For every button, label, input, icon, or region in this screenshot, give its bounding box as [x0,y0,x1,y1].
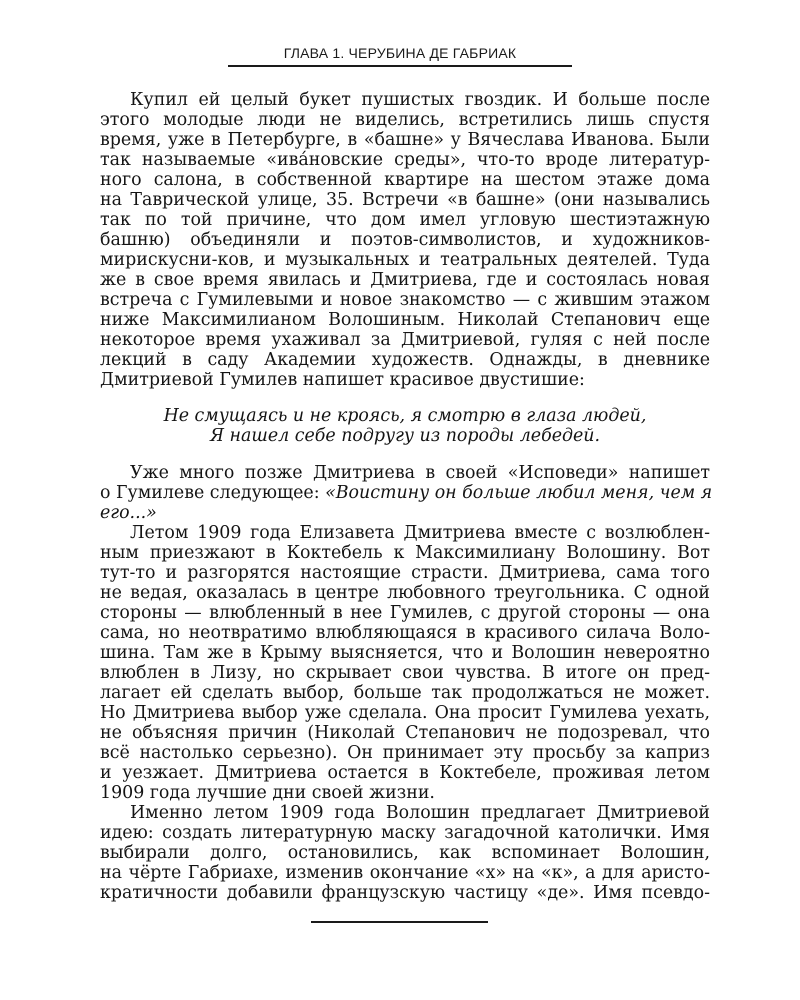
text-line: башню) объединяли и поэтов-символистов, и художников- [100,230,710,250]
text-line: некоторое время ухаживал за Дмитриевой, гуляя с ней после [100,330,710,350]
text-line: ниже Максимилианом Волошиным. Николай Степанович еще [100,310,710,330]
footer-rule [311,921,488,923]
text-line: лагает ей сделать выбор, больше так продолжаться не может. [100,683,710,703]
header-rule [228,65,572,67]
text-line: так по той причине, что дом имел угловую шестиэтажную [100,210,710,230]
text-line: Именно летом 1909 года Волошин предлагает Дмитриевой [130,803,710,823]
paragraph [100,90,710,390]
paragraph [100,523,710,803]
text-line: идею: создать литературную маску загадочной католички. Имя [100,823,710,843]
text-line: выбирали долго, остановились, как вспоминает Волошин, [100,843,710,863]
italic-quote: «Воистину он больше любил меня, чем я [325,483,713,503]
text-line: время, уже в Петербурге, в «башне» у Вячеслава Иванова. Были [100,130,710,150]
text-line: Уже много позже Дмитриева в своей «Исповеди» напишет [130,463,710,483]
text-line: встреча с Гумилевыми и новое знакомство — с жившим этажом [100,290,710,310]
text-line: этого молодые люди не виделись, встретились лишь спустя [100,110,710,130]
text-line [100,483,713,503]
italic-quote: его...» [100,503,157,523]
text-segment: о Гумилеве следующее: [100,483,326,503]
text-line: Купил ей целый букет пушистых гвоздик. И больше после [130,90,710,110]
text-line: Но Дмитриева выбор уже сделала. Она просит Гумилева уехать, [100,703,710,723]
text-line: и уезжает. Дмитриева остается в Коктебеле, проживая летом [100,763,710,783]
text-line: Дмитриевой Гумилев напишет красивое двустишие: [100,370,585,390]
text-line: на Таврической улице, 35. Встречи «в башне» (они назывались [100,190,710,210]
paragraph [100,803,710,903]
text-line: тут-то и разгорятся настоящие страсти. Дмитриева, сама того [100,563,710,583]
text-line: лекций в саду Академии художеств. Однажды, в дневнике [100,350,710,370]
text-block-bottom [100,463,713,903]
text-line: всё настолько серьезно). Он принимает эту просьбу за каприз [100,743,710,763]
text-line: кратичности добавили французскую частицу «де». Имя псевдо- [100,883,710,903]
text-block-top [100,90,710,390]
text-line: не ведая, оказалась в центре любовного треугольника. С одной [100,583,710,603]
text-line: ного салона, в собственной квартире на шестом этаже дома [100,170,710,190]
poem-line: Я нашел себе подругу из породы лебедей. [209,425,601,446]
text-line: влюблен в Лизу, но скрывает свои чувства. В итоге он пред- [100,663,710,683]
text-line: же в свое время явилась и Дмитриева, где и состоялась новая [100,270,710,290]
text-line: шина. Там же в Крыму выясняется, что и Волошин невероятно [100,643,710,663]
text-line [100,503,710,523]
poem-line: Не смущаясь и не кроясь, я смотрю в глаза людей, [163,406,647,426]
text-line: сама, но неотвратимо влюбляющаяся в красивого силача Воло- [100,623,710,643]
text-line: 1909 года лучшие дни своей жизни. [100,783,435,803]
running-head: ГЛАВА 1. ЧЕРУБИНА ДЕ ГАБРИАК [283,45,517,61]
poem-couplet [100,407,710,446]
text-line: стороны — влюбленный в нее Гумилев, с другой стороны — она [100,603,710,623]
text-line: на чёрте Габриахе, изменив окончание «х» на «к», а для аристо- [100,863,710,883]
text-line: мирискусни-ков, и музыкальных и театральных деятелей. Туда [100,250,710,270]
text-line: не объясняя причин (Николай Степанович не подозревал, что [100,723,710,743]
paragraph [100,463,713,523]
text-line: так называемые «ива́новские среды», что-то вроде литератур- [100,150,710,170]
text-line: ным приезжают в Коктебель к Максимилиану Волошину. Вот [100,543,710,563]
text-line: Летом 1909 года Елизавета Дмитриева вместе с возлюблен- [130,523,710,543]
